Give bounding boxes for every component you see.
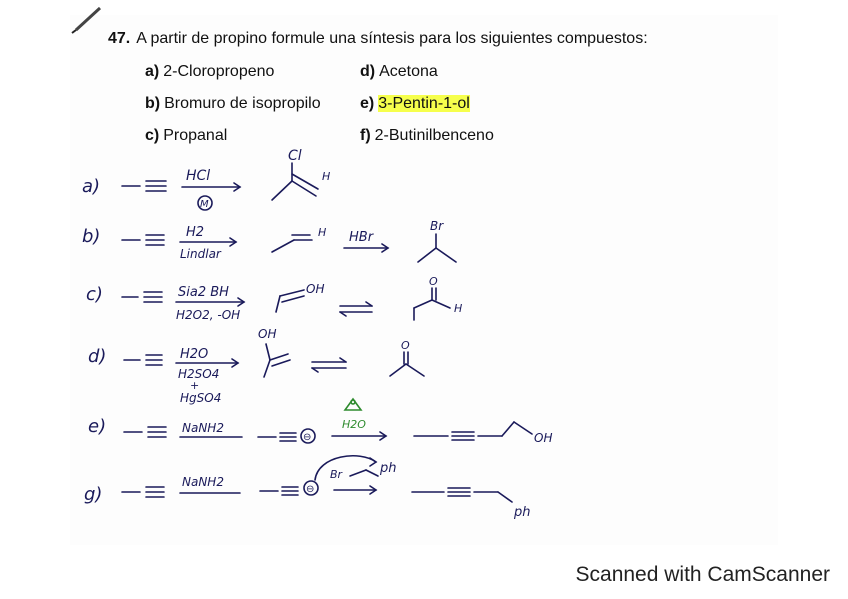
scheme-f [84, 456, 531, 520]
scheme-d [88, 327, 424, 405]
propyne-b [122, 235, 164, 245]
propanal-structure [414, 288, 450, 320]
curved-arrow-head-f [370, 458, 376, 466]
question-number: 47. [108, 30, 131, 47]
reagent-d-bottom: HgSO4 [180, 391, 222, 405]
scheme-e [88, 399, 552, 445]
option-a-label: 2-Cloropropeno [163, 63, 275, 80]
enol-d [264, 344, 290, 377]
atom-h-a: H [322, 170, 331, 183]
label-d: d) [88, 346, 107, 367]
atom-ph-f2: ph [514, 505, 531, 520]
option-f-label: 2-Butinilbenceno [374, 127, 494, 144]
atom-br-f: Br [330, 468, 343, 481]
propene-b [272, 235, 312, 252]
label-b: b) [82, 226, 101, 247]
label-a: a) [82, 176, 101, 197]
option-b-label: Bromuro de isopropilo [164, 95, 321, 112]
propyne-f [122, 487, 164, 497]
reagent-b2-top: HBr [349, 230, 374, 245]
question-text: A partir de propino formule una síntesis para los siguientes compuestos: [136, 30, 648, 47]
option-a-letter: a) [145, 63, 160, 80]
tautomer-arrows-d [312, 358, 346, 372]
enol-c [276, 290, 304, 312]
atom-oh-c: OH [306, 282, 325, 296]
reagent-a-top: HCl [186, 168, 211, 184]
bond-benzyl-f [366, 470, 378, 476]
atom-h-c: H [454, 302, 463, 315]
atom-oh-e: OH [534, 431, 553, 445]
reagent-b1-bottom: Lindlar [180, 247, 221, 261]
reagent-d-mid: H2SO4 [178, 367, 220, 381]
reagent-c-bottom: H2O2, -OH [176, 308, 241, 322]
atom-o-d: O [401, 339, 410, 352]
bond-br-f [350, 470, 366, 476]
product-f-structure [412, 488, 512, 502]
reagent-a-bottom: M [200, 199, 209, 210]
epoxide-green [345, 399, 361, 410]
scheme-a [82, 148, 330, 210]
reagent-c-top: Sia2 BH [178, 285, 229, 300]
acetone-structure [390, 352, 424, 376]
tautomer-arrows-c [340, 302, 372, 316]
product-e-structure [414, 422, 532, 440]
scheme-c [86, 275, 462, 322]
option-b-letter: b) [145, 95, 161, 112]
reagent-d-top: H2O [180, 347, 209, 362]
reagent-b1-top: H2 [186, 225, 205, 240]
label-f: g) [84, 484, 103, 505]
propyne-a [122, 181, 166, 191]
atom-ph-f1: ph [380, 461, 397, 476]
curved-arrow-f [315, 456, 376, 480]
anion-f: ⊖ [306, 484, 315, 495]
propyne-e [124, 427, 166, 437]
atom-oh-d: OH [258, 327, 277, 341]
reagent-e2: H2O [342, 418, 366, 431]
scanner-watermark: Scanned with CamScanner [575, 563, 830, 586]
propyne-c [122, 292, 162, 302]
label-e: e) [88, 416, 107, 437]
label-c: c) [86, 284, 103, 305]
atom-br-b: Br [430, 219, 444, 233]
product-b-structure [418, 234, 456, 262]
reagent-e1: NaNH2 [182, 421, 224, 435]
atom-cl-a: Cl [288, 148, 302, 164]
option-e-letter: e) [360, 95, 375, 112]
product-a-structure [272, 163, 318, 200]
option-c-letter: c) [145, 127, 160, 144]
reagent-d-plus: + [190, 379, 200, 392]
option-e-label: 3-Pentin-1-ol [378, 95, 470, 112]
reagent-f1: NaNH2 [182, 475, 224, 489]
atom-o-c: O [429, 275, 438, 288]
atom-h-b: H [318, 226, 327, 239]
option-c-label: Propanal [163, 127, 228, 144]
scheme-b [82, 219, 456, 262]
option-d-letter: d) [360, 63, 376, 80]
option-f-letter: f) [360, 127, 371, 144]
propyne-d [124, 355, 162, 365]
anion-e: ⊖ [303, 432, 312, 443]
option-d-label: Acetona [379, 63, 438, 80]
